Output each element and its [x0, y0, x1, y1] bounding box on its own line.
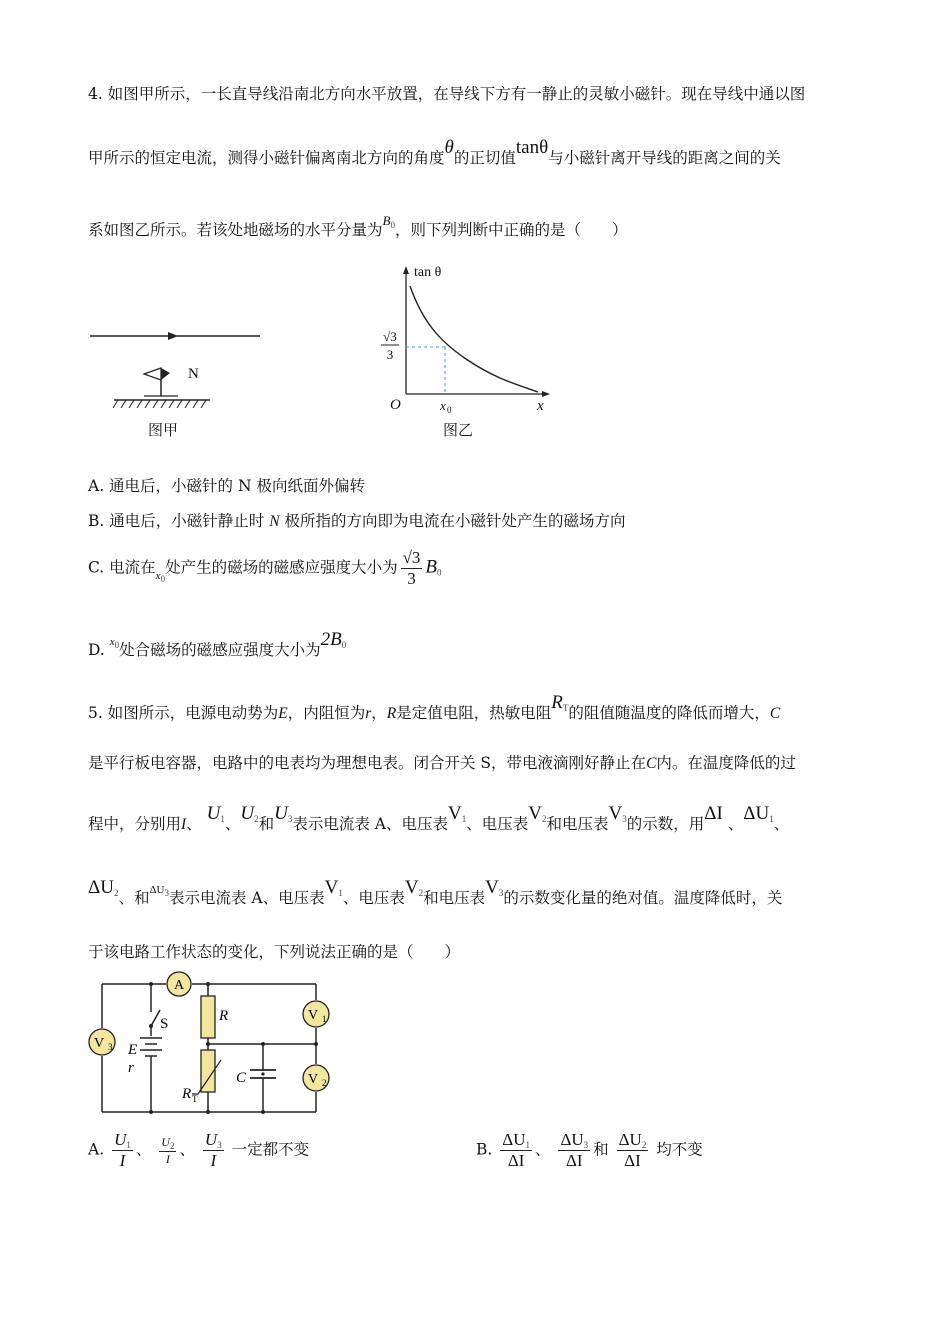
charged-droplet [261, 1072, 264, 1075]
q5-opta-f2-sub: 2 [169, 1140, 175, 1151]
q5-l4-c: 、电压表 [342, 889, 405, 907]
q5-optb-f1-dU: ΔU [502, 1130, 526, 1149]
q5-l3-dU1: ΔU [743, 803, 770, 824]
q5-l3-U3: U [274, 803, 288, 824]
q5-optb-f3-dU: ΔU [618, 1130, 642, 1149]
needle-south [144, 368, 161, 380]
q5-opta-f1-sub: 1 [126, 1140, 131, 1150]
q4-optd-text-a: D. [88, 641, 110, 659]
current-arrow [168, 332, 178, 340]
q5-l3-V3: V [608, 803, 623, 824]
q5-E: E [278, 705, 288, 722]
q5-optb-f2-dI: ΔI [566, 1151, 583, 1170]
figure-jia-caption: 图甲 [148, 421, 179, 439]
q5-l2-b: 内。在温度降低的过 [656, 754, 796, 772]
y-tick-denominator: 3 [386, 347, 394, 362]
switch-label: S [160, 1016, 169, 1032]
q5-l4-c-tail: 的示数变化量的绝对值。温度降低时，关 [503, 889, 783, 907]
origin-label: O [390, 397, 401, 413]
B0-subscript: 0 [390, 220, 395, 230]
q4-optc-B: B [425, 556, 438, 578]
q5-l4-V3-sub: 3 [498, 888, 504, 898]
q5-l1-d: 是定值电阻，热敏电阻 [396, 704, 552, 722]
q4-optc-x0: x [155, 569, 161, 582]
q5-l3-dun2: 、 [224, 815, 241, 833]
q4-line3-text-a: 系如图乙所示。若该处地磁场的水平分量为 [88, 221, 383, 239]
q5-opta-frac1 [112, 1130, 133, 1171]
q4-optb-N: N [269, 513, 280, 530]
q5-l3-U2: U [240, 803, 255, 824]
q5-l4-dU3-sub: 3 [164, 888, 169, 898]
theta-symbol: θ [444, 137, 454, 158]
tan-theta-curve [410, 286, 538, 392]
resistor-label: R [219, 1008, 229, 1024]
q4-optd-2B-sub: 0 [341, 640, 347, 650]
q5-opta-f2-U: U [161, 1134, 170, 1149]
B0-symbol: B [382, 213, 391, 228]
q5-optb-dun1: 、 [534, 1140, 551, 1159]
y-tick-numerator: √3 [383, 329, 397, 344]
battery [140, 1038, 162, 1068]
q5-l3-c: 、电压表 [466, 815, 529, 833]
q5-opta-f3-I: I [210, 1151, 217, 1170]
thermistor-label-sub: T [192, 1094, 198, 1104]
q5-l3-U1: U [206, 803, 221, 824]
q5-l1-e: 的阻值随温度的降低而增大， [568, 704, 770, 722]
q5-R: R [386, 705, 397, 722]
switch-pivot [149, 1024, 153, 1028]
internal-resistance-label: r [128, 1060, 134, 1076]
tan-theta-symbol: tanθ [515, 137, 549, 158]
q5-l3-V3-sub: 3 [622, 814, 627, 824]
q5-l3-dun4: 、 [773, 815, 790, 833]
q4-optd-x0-sub: 0 [114, 640, 120, 650]
q5-optb-frac1 [500, 1130, 532, 1171]
q5-l4-dU3: ΔU [149, 884, 165, 896]
q5-stem-line2 [88, 751, 796, 773]
q5-opta-frac3 [203, 1130, 224, 1171]
q4-optb-text-b: 极所指的方向即为电流在小磁针处产生的磁场方向 [279, 512, 626, 530]
q5-opta-f1-U: U [114, 1130, 127, 1149]
q5-optb-f3-sub: 2 [641, 1140, 647, 1150]
q5-l3-dU1-sub: 1 [769, 814, 774, 824]
q5-l4-V2-sub: 2 [418, 888, 424, 898]
q5-opta-frac2 [159, 1135, 176, 1167]
q5-stem-line4 [88, 877, 783, 909]
switch-blade [151, 1010, 160, 1026]
q5-optb-f1-sub: 1 [525, 1140, 530, 1150]
q4-optb-text-a: B. 通电后，小磁针静止时 [88, 512, 270, 530]
q5-opta-f3-U: U [204, 1130, 218, 1149]
q5-l3-a: 程中，分别用 [88, 815, 182, 833]
q5-l3-V2-sub: 2 [541, 814, 547, 824]
q5-option-b [476, 1130, 703, 1171]
q5-l3-e: 的示数，用 [626, 815, 705, 833]
q5-RT: R [551, 692, 563, 713]
q4-optc-num: √3 [402, 548, 421, 567]
q5-opta-tail: 一定都不变 [231, 1140, 310, 1159]
q5-optb-frac3 [617, 1130, 649, 1171]
q5-l3-b: 表示电流表 A、电压表 [292, 815, 448, 833]
y-axis-label: tan θ [414, 265, 442, 280]
thermistor-label: R [182, 1086, 192, 1102]
emf-label: E [128, 1042, 138, 1058]
q5-l3-he: 和 [258, 815, 275, 833]
needle-north [161, 368, 170, 380]
q5-l4-V1: V [324, 877, 339, 898]
q5-l1-c: ， [371, 704, 387, 722]
q5-l3-d: 和电压表 [546, 815, 609, 833]
q4-line2-text-c: 与小磁针离开导线的距离之间的关 [548, 149, 781, 167]
q4-line2-text-b: 的正切值 [453, 149, 516, 167]
ammeter-label: A [173, 978, 185, 993]
q5-C: C [769, 705, 781, 722]
q5-r: r [365, 705, 372, 722]
q5-opta-label: A. [88, 1140, 105, 1159]
q4-optc-text-b: 处产生的磁场的磁感应强度大小为 [165, 558, 398, 577]
q5-l3-dI: ΔI [704, 803, 723, 824]
y-axis-arrow [403, 266, 409, 274]
q5-l4-dU2: ΔU [88, 877, 114, 898]
q5-l3-U2-sub: 2 [254, 814, 259, 824]
q5-opta-f1-I: I [119, 1151, 126, 1170]
q4-optd-text-b: 处合磁场的磁感应强度大小为 [119, 641, 321, 659]
x0-tick-label: x [440, 398, 446, 413]
q5-l3-U3-sub: 3 [287, 814, 293, 824]
q5-stem-line3 [88, 803, 790, 835]
q5-l4-dU2-sub: 2 [113, 888, 119, 898]
junction-dots [149, 982, 318, 1114]
q4-option-c [88, 548, 442, 589]
q5-l4-b: 表示电流表 A、电压表 [169, 889, 325, 907]
q4-stem-line2 [88, 137, 781, 169]
q4-option-a: A. 通电后，小磁针的 N 极向纸面外偏转 [88, 477, 365, 495]
q4-optc-den: 3 [407, 569, 416, 588]
q5-l2-a: 是平行板电容器，电路中的电表均为理想电表。闭合开关 S，带电液滴刚好静止在 [88, 754, 647, 772]
q5-l1-a: 5. 如图所示，电源电动势为 [88, 704, 279, 722]
resistor-R [201, 996, 215, 1038]
q5-opta-dun2: 、 [179, 1140, 195, 1159]
needle-N-label: N [188, 366, 199, 382]
q4-stem-line1: 4. 如图甲所示，一长直导线沿南北方向水平放置，在导线下方有一静止的灵敏小磁针。现在导线中通以图 [88, 85, 806, 103]
voltmeter-V2-sub: 2 [322, 1078, 327, 1088]
q5-optb-f2-sub: 3 [583, 1140, 589, 1150]
q5-stem-line5: 于该电路工作状态的变化，下列说法正确的是（ ） [88, 943, 461, 961]
q5-optb-f2-dU: ΔU [560, 1130, 584, 1149]
q5-optb-f3-dI: ΔI [624, 1151, 641, 1170]
q4-optc-fraction [401, 548, 423, 589]
circuit-diagram [88, 972, 338, 1120]
q5-option-a [88, 1130, 309, 1171]
q5-optb-f1-dI: ΔI [507, 1151, 525, 1170]
q4-stem-line3 [88, 213, 628, 240]
q5-opta-f3-sub: 3 [217, 1140, 222, 1150]
q5-RT-sub: T [562, 703, 569, 713]
voltmeter-V1-label: V [307, 1008, 319, 1023]
q4-option-d [88, 629, 347, 661]
q5-l3-dun1: 、 [186, 815, 202, 833]
q5-l3-V1: V [448, 803, 462, 824]
q4-optc-text-a: C. 电流在 [88, 558, 156, 577]
q4-line3-text-b: ，则下列判断中正确的是（ ） [394, 221, 628, 239]
q5-l3-dun3: 、 [727, 815, 744, 833]
voltmeter-V3-label: V [93, 1036, 105, 1051]
q4-optc-x0-sub: 0 [160, 573, 166, 584]
capacitor-label: C [236, 1070, 247, 1086]
q5-optb-label: B. [476, 1140, 493, 1159]
q5-optb-frac2 [558, 1130, 590, 1171]
x0-tick-subscript: 0 [447, 405, 452, 415]
figure-yi-caption: 图乙 [443, 421, 474, 439]
q5-l4-V3: V [485, 877, 499, 898]
voltmeter-V3-sub: 3 [108, 1042, 113, 1052]
x-axis-label: x [537, 398, 544, 414]
ground-hatching [113, 400, 206, 408]
voltmeter-V2-label: V [307, 1072, 319, 1087]
q5-l3-V1-sub: 1 [461, 814, 467, 824]
q5-stem-line1 [88, 692, 781, 724]
q5-l4-V2: V [404, 877, 419, 898]
q4-optd-2B: 2B [320, 629, 342, 650]
q4-optd-x0: x [109, 636, 115, 648]
q5-l4-d: 和电压表 [423, 889, 486, 907]
q4-optc-B-sub: 0 [437, 567, 442, 578]
q5-l4-a: 、和 [118, 889, 150, 907]
q5-l3-V2: V [528, 803, 542, 824]
q5-optb-tail: 均不变 [656, 1140, 703, 1159]
figure-jia [88, 320, 268, 420]
x-axis-arrow [542, 391, 550, 397]
q5-opta-f2-I: I [165, 1151, 170, 1166]
q4-option-b [88, 509, 625, 531]
figure-yi-graph [370, 258, 560, 418]
q5-l1-b: ，内阻恒为 [287, 704, 366, 722]
q4-line2-text-a: 甲所示的恒定电流，测得小磁针偏离南北方向的角度 [88, 149, 445, 167]
q5-l4-V1-sub: 1 [338, 888, 343, 898]
q5-l3-I: I [181, 816, 187, 833]
q5-l2-C: C [646, 755, 657, 772]
q5-l3-U1-sub: 1 [220, 814, 225, 824]
q5-opta-dun1: 、 [135, 1140, 152, 1159]
q5-optb-he: 和 [593, 1140, 609, 1159]
voltmeter-V1-sub: 1 [322, 1014, 327, 1024]
